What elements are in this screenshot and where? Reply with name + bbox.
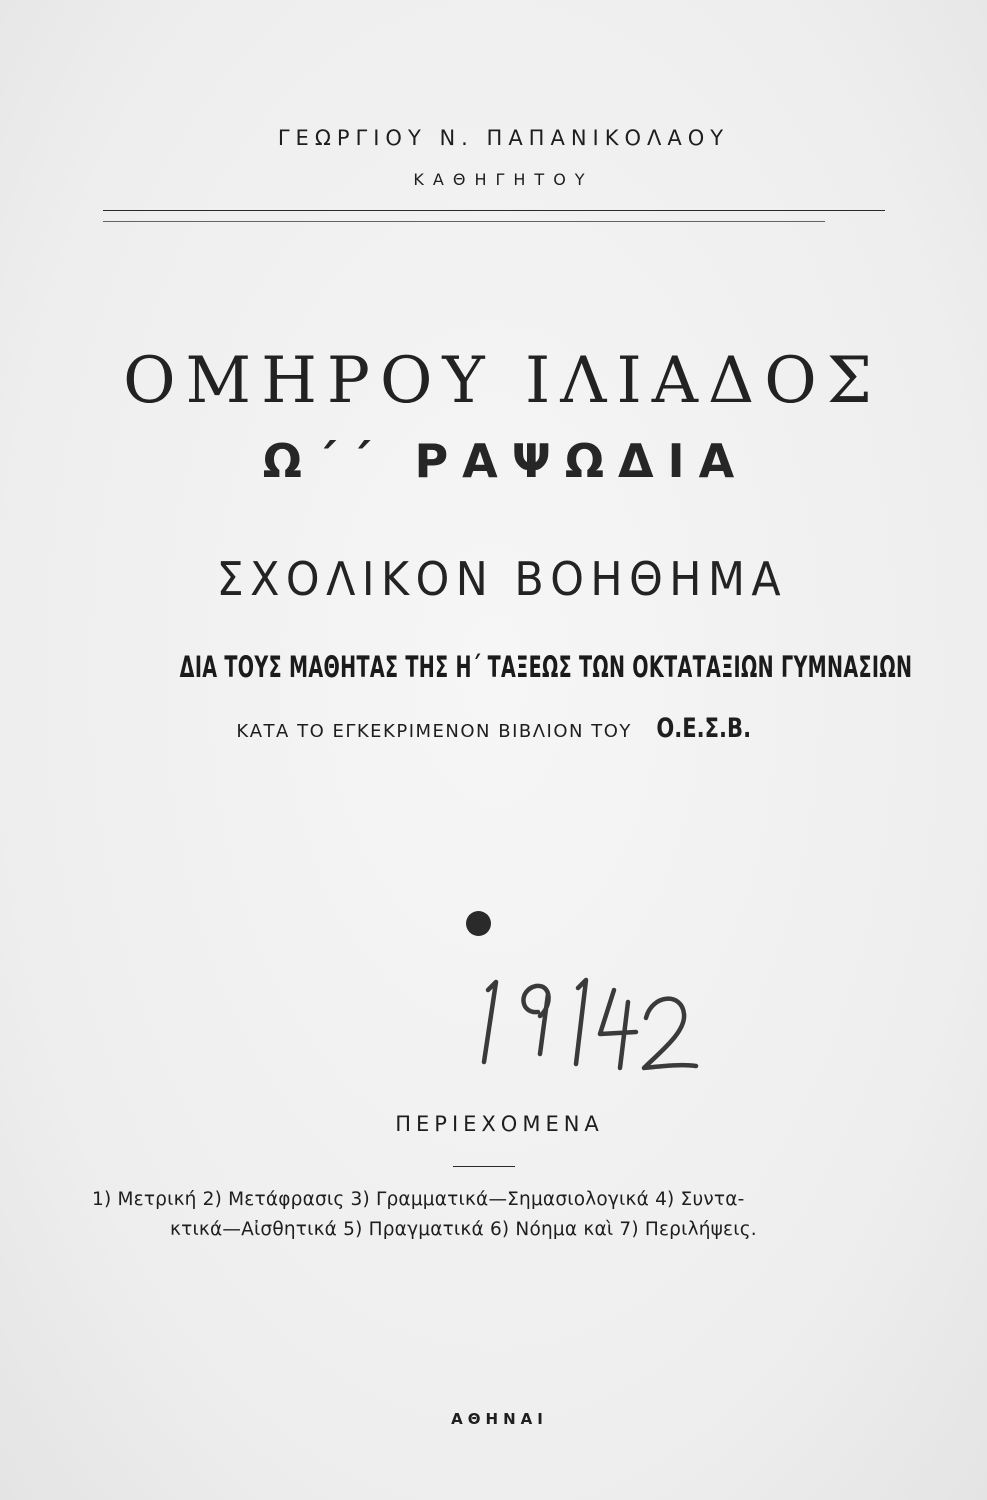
publication-place: ΑΘΗΝΑΙ <box>451 1410 548 1428</box>
rhapsody-title: Ω΄΄ ΡΑΨΩΔΙΑ <box>262 434 749 488</box>
header-rule-bottom <box>103 221 825 222</box>
contents-line-2: κτικά—Αἰσθητικά 5) Πραγματικά 6) Νόημα καὶ 7) Περιλήψεις. <box>170 1219 757 1240</box>
audience-line: ΔΙΑ ΤΟΥΣ ΜΑΘΗΤΑΣ ΤΗΣ Η΄ ΤΑΞΕΩΣ ΤΩΝ ΟΚΤΑΤΑΞΙΩΝ ΓΥΜΝΑΣΙΩΝ <box>179 650 913 684</box>
contents-heading: ΠΕΡΙΕΧΟΜΕΝΑ <box>395 1112 604 1136</box>
approved-book-line <box>0 713 987 744</box>
contents-rule <box>453 1166 515 1167</box>
author-name: ΓΕΩΡΓΙΟΥ Ν. ΠΑΠΑΝΙΚΟΛΑΟΥ <box>277 126 730 150</box>
book-subtitle: ΣΧΟΛΙΚΟΝ ΒΟΗΘΗΜΑ <box>216 552 788 606</box>
header-rule-top <box>103 210 885 211</box>
handwritten-number <box>460 972 720 1082</box>
approved-book-prefix: ΚΑΤΑ ΤΟ ΕΓΚΕΚΡΙΜΕΝΟΝ ΒΙΒΛΙΟΝ ΤΟΥ <box>236 721 632 742</box>
ornament-dot <box>466 911 491 936</box>
author-role: ΚΑΘΗΓΗΤΟΥ <box>413 170 594 189</box>
contents-list <box>92 1185 902 1245</box>
contents-line-1: 1) Μετρική 2) Μετάφρασις 3) Γραμματικά—Σημασιολογικά 4) Συντα- <box>92 1189 745 1210</box>
book-title: ΟΜΗΡΟΥ ΙΛΙΑΔΟΣ <box>123 344 882 418</box>
publisher-org: Ο.Ε.Σ.Β. <box>656 713 752 744</box>
